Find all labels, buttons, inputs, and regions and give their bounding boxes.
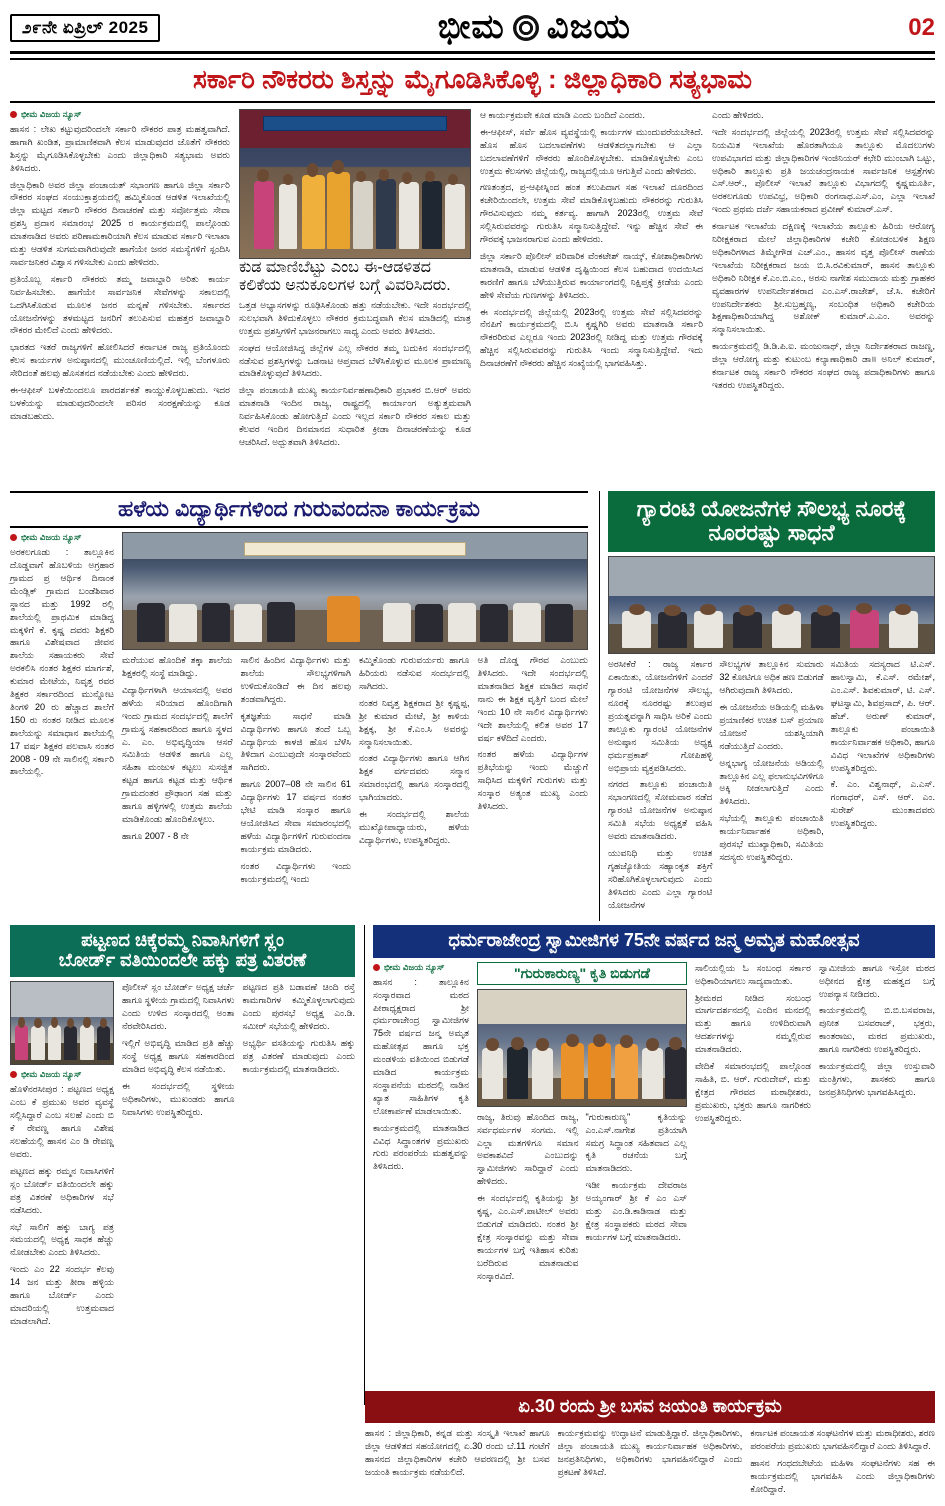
story4-headline-line2: ಬೋರ್ಡ್ ವತಿಯಿಂದಲೇ ಹಕ್ಕು ಪತ್ರ ವಿತರಣೆ xyxy=(58,949,307,970)
masthead-title-left: ಭೀಮ xyxy=(437,8,505,46)
paragraph: ಈ-ಆಫೀಸ್ ಬಳಕೆಯಿಂದಲೂ ಪಾರದರ್ಶಕತೆ ಕಾಯ್ದುಕೊಳ್ಳಬಹುದು. ಇದರ ಬಳಕೆಯನ್ನು ಮಾಡುವುದರಿಂದಲೇ ಪರಿಸರ ಸಂರಕ್ಷಣೆಯನ್ನು ಕೂಡ ಮಾಡಬಹುದು. xyxy=(10,385,230,421)
paragraph: ಸೌಲಭ್ಯಗಳ ತಾಲ್ಲೂಕಿನ ಸುಮಾರು 32 ಕೋಟಿಗೂ ಅಧಿಕ ಹಣ ಬಿಡುಗಡೆ ಆಗಿರುವುದಾಗಿ ತಿಳಿಸಿದರು. xyxy=(719,659,824,696)
paragraph: ಪೊಲೀಸ್ ಸ್ಲಂ ಬೋರ್ಡ್ ಅಧ್ಯಕ್ಷ ಚರ್ಚೆ ಹಾಗೂ ಸ್ಥಳೀಯ ಗ್ರಾಮದಲ್ಲಿ ನಿವಾಸಿಗಳು ಎಂದು ಉಳಿದ ಸಂಸ್ಕಾರದಲ್ಲಿ ಅಂತಾ ನೆರವೇರಿಸಿದರು. xyxy=(122,982,235,1032)
paragraph: ಸಮಿತಿಯ ಸದಸ್ಯರಾದ ಟಿ.ಎಸ್. ಹಾಲಸ್ವಾಮಿ, ಕೆ.ಎಸ್. ರಮೇಶ್, ಎಂ.ಎಸ್. ಶಿವಕುಮಾರ್, ಟಿ. ಎಸ್. ಘಟಸ್ವಾಮಿ, ಶಿವಪ್ರಸಾದ್, ಪಿ. ಆರ್. ಹೆಚ್. ಅರುಣ್ ಕುಮಾರ್, ತಾಲ್ಲೂಕು ಪಂಚಾಯಿತಿ ಕಾರ್ಯನಿರ್ವಾಹಕ ಅಧಿಕಾರಿ, ಹಾಗೂ ವಿವಿಧ ಇಲಾಖೆಗಳ ಅಧಿಕಾರಿಗಳು ಉಪಸ್ಥಿತರಿದ್ದರು. xyxy=(830,659,935,773)
newspaper-title xyxy=(438,8,631,47)
paragraph: ಸಭೆ ಸಾಲಿಗೆ ಹಕ್ಕು ಬಾಗ್ಯ ಪತ್ರ ಸಮಯದಲ್ಲಿ ಅಧ್ಯಕ್ಷ ಸಾಧಕ ಹೆಚ್ಚು ನೋಡಬೇಕು ಎಂದು ತಿಳಿಸಿದರು. xyxy=(10,1221,114,1258)
story2-column-2 xyxy=(122,532,588,889)
paragraph: ಹೊಳೆನರಸೀಪುರ : ಪಟ್ಟಣದ ಅಧ್ಯಕ್ಷ ಎಂಬ ಕೆ ಪ್ರಮುಖ ಅವರ ವ್ಯವಸ್ಥೆ ಸಲ್ಲಿಸಿದ್ದಾರೆ ಎಂಬ ಸಲಹೆ ಎಂದು ಬಿ ಕೆ ರೇವಣ್ಣ ಹಾಗೂ ವಿಶೇಷ ಸಲಹೆಯಲ್ಲಿ ಹಾಸನ ಎಂ ಡಿ ರೇವಣ್ಣ ಅವರು. xyxy=(10,1084,114,1160)
story5-column-3 xyxy=(586,1111,688,1287)
story3-block xyxy=(599,491,935,921)
paragraph: ಹಾಸನ : ಜಿಲ್ಲಾಧಿಕಾರಿ, ಕನ್ನಡ ಮತ್ತು ಸಂಸ್ಕೃತಿ ಇಲಾಖೆ ಹಾಗೂ ಜಿಲ್ಲಾ ಆಡಳಿತದ ಸಹಯೋಗದಲ್ಲಿ ಏ.30 ರಂದು ಬೆ.11 ಗಂಟೆಗೆ ಹಾಸನದ ಜಿಲ್ಲಾಧಿಕಾರಿಗಳ ಕಚೇರಿ ಆವರಣದಲ್ಲಿ ಶ್ರೀ ಬಸವ ಜಯಂತಿ ಕಾರ್ಯಕ್ರಮ ನಡೆಯಲಿದೆ. xyxy=(365,1428,550,1478)
story2-column-1 xyxy=(10,532,114,889)
story4-block xyxy=(10,925,355,1405)
paragraph: ಶ್ರೀಮಠದ ನೀಡಿದ ಸಂಬಂಧ ಮಾರ್ಗದರ್ಶನದಲ್ಲಿ ಎಂದಿನ ಮನದಲ್ಲಿ ಮತ್ತು ಹಾಗೂ ಉಳಿದಿರುವಾಗಿ ಆದರ್ಶಗಳನ್ನು ನಮ್ಮಲ್ಲಿರುವ ಮಾತನಾಡಿದರು. xyxy=(695,992,811,1055)
story2-col1-text xyxy=(10,546,114,778)
paragraph: ಇಲ್ಲಿಗೆ ಅಭಿವೃದ್ಧಿ ಮಾಡಿದ ಪ್ರತಿ ಹೆಚ್ಚು ಸಂಸ್ಥೆ ಅಧ್ಯಕ್ಷ ಹಾಗೂ ಸಹಕಾರದಿಂದ ಮಾಡಿದ ಅಭಿವೃದ್ಧಿ ಕೆಲಸ ನಡೆಯಿತು. xyxy=(122,1038,235,1074)
lead-headline: ಸರ್ಕಾರಿ ನೌಕರರು ಶಿಸ್ತನ್ನು ಮೈಗೂಡಿಸಿಕೊಳ್ಳಿ : ಜಿಲ್ಲಾಧಿಕಾರಿ ಸತ್ಯಭಾಮ xyxy=(10,58,935,103)
paragraph: ಹಾಗೂ 2007 - 8 ನೇ xyxy=(122,830,189,841)
story5-column-2 xyxy=(477,962,687,1287)
paragraph: ಸ್ವಾಮೀಜಿಯ ಹಾಗೂ ಇಸ್ರೋ ಮಠದ ಅಧೀನದ ಕ್ಷೇತ್ರ ಮಹತ್ವದ ಬಗ್ಗೆ ಉಪನ್ಯಾಸ ನೀಡಿದರು. xyxy=(819,962,935,999)
paragraph: ಕಾರ್ಯಕ್ರಮದಲ್ಲಿ ಮಾತನಾಡಿದ ವಿವಿಧ ಸಿದ್ಧಾಂತಗಳ ಪ್ರಮುಖರು ಗುರು ಪರಂಪರೆಯ ಮಹತ್ವವನ್ನು ತಿಳಿಸಿದರು. xyxy=(373,1122,469,1172)
paragraph: ನಂತರ ವಿದ್ಯಾರ್ಥಿಗಳು ಹಾಗೂ ಆಗಿನ ಶಿಕ್ಷಕ ವರ್ಗದವರು ಸನ್ಮಾನ ಸಮಾರಂಭದಲ್ಲಿ ಹಾಗೂ ಸಂಸ್ಕಾರದಲ್ಲಿ ಭಾಗಿಯಾದರು. xyxy=(359,753,470,803)
byline-text: ಭೀಮ ವಿಜಯ ನ್ಯೂಸ್ xyxy=(21,1069,82,1080)
paragraph: ನಂತರ ಹಳೆಯ ವಿದ್ಯಾರ್ಥಿಗಳ ಪ್ರತಿಭೆಯನ್ನು ಇಂದು ಮೆಚ್ಚುಗೆ ಸಾಧಿಸಿದ ಮಕ್ಕಳಿಗೆ ಗುರುಗಳು ಮತ್ತು ಸಂಸ್ಕಾರ ಅತ್ಯಂತ ಮುಖ್ಯ ಎಂದು ತಿಳಿಸಿದರು. xyxy=(477,749,588,812)
paragraph: ಗಣತಂತ್ರದ, ಪ್ರ-ಆಫೀಸ್ನಿಂದ ಹಂತ ತಲುಪಿದಾಗ ಸಹ ಇಲಾಖೆ ದೂರದಿಂದ ಕಚೇರಿಯಿಂದಲೇ, ಉತ್ತಮ ಸೇವೆ ಮಾಡಿಕೊಳ್ಳಬಹುದು ನೌಕರರನ್ನು ಗುರುತಿಸಿ ಗೌರವಿಸುವುದು ನಮ್ಮ ಕರ್ತವ್ಯ. ಹಾಗಾಗಿ 2023ರಲ್ಲಿ ಉತ್ತಮ ಸೇವೆ ಸಲ್ಲಿಸಿರುವವರನ್ನು ಗುರುತಿಸಿ ಸನ್ಮಾನಿಸುತ್ತಿದ್ದೇವೆ. ಇನ್ನು ಹೆಚ್ಚಿನ ಸೇವೆ ಈ ಗೌರವಕ್ಕೆ ಭಾಜನರಾಗುವ ಎಂದು ಹೇಳಿದರು. xyxy=(480,182,703,245)
paragraph: ಇದೇ ಸಂದರ್ಭದಲ್ಲಿ ಜಿಲ್ಲೆಯಲ್ಲಿ 2023ರಲ್ಲಿ ಉತ್ತಮ ಸೇವೆ ಸಲ್ಲಿಸಿದವರನ್ನು ನಿಯಮಿತ ಇಲಾಖೆಯ ಹೊರತಾಗಿಯೂ ತಾಲ್ಲೂಕು ಮೊದಲುಗಳು ಉಪವಿಭಾಗದ ಮತ್ತು ಜಿಲ್ಲಾಧಿಕಾರಿಗಳ ಇಂಜಿನಿಯರ್ ಕಛೇರಿ ಮುಂಬಾಗಿ ಒಟ್ಟು, ಅಧಿಕಾರಿ ತಾಲ್ಲೂಕು ಪ್ರತಿ ಜಯಚಂದ್ರನಾಯಕ ಸಾರ್ವಜನಿಕ ಆಸ್ಪತ್ರೆಗಳು ಎಸ್.ಆರ್., ಪೊಲೀಸ್ ಇಲಾಖೆ ತಾಲ್ಲೂಕು ವಿಭಾಗದಲ್ಲಿ ಕೃಷ್ಣಮೂರ್ತಿ, ಅರಕಲಗೂಡು ಉಪವಿಭ್ರ, ಅಧಿಕಾರಿ ರಂಗನಾಥ.ಎಸ್.ಎಂ, ಎಲ್ಲಾ ಇಲಾಖೆ ಇಂದು ಪ್ರಥಮ ದರ್ಜೆ ಸಹಾಯಕರಾದ ಪ್ರವೀಣ್ ಕುಮಾರ್.ಎಸ್. xyxy=(712,126,935,215)
story5-block xyxy=(364,925,935,1405)
paragraph: ಕೆ. ಎಂ. ವಿಶ್ವನಾಥ್, ಎ.ಎಸ್. ಗಂಗಾಧರ್, ಎಸ್. ಆರ್. ಎಂ. ಸುರೇಶ್ ಮುಂತಾದವರು ಉಪಸ್ಥಿತರಿದ್ದರು. xyxy=(830,779,935,829)
story2-column-2a xyxy=(122,654,233,889)
paragraph: ಸಭೆಯಲ್ಲಿ ತಾಲ್ಲೂಕು ಪಂಚಾಯಿತಿ ಕಾರ್ಯನಿರ್ವಾಹಕ ಅಧಿಕಾರಿ, ಪುರಸಭೆ ಮುಖ್ಯಾಧಿಕಾರಿ, ಸಮಿತಿಯ ಸದಸ್ಯರು ಉಪಸ್ಥಿತರಿದ್ದರು. xyxy=(719,813,824,862)
story6-column-2 xyxy=(558,1427,743,1500)
story4-column-1 xyxy=(10,981,114,1331)
paragraph: ನಂತರ ನಿವೃತ್ತ ಶಿಕ್ಷಕರಾದ ಶ್ರೀ ಕೃಷ್ಣಪ್ಪ, ಶ್ರೀ ಕುಮಾರ ಮೇಟೆ, ಶ್ರೀ ಕಾಳಿಯ ಶಿಕ್ಷಕ್ಕ, ಶ್ರೀ ಕೆ.ಎಂ.ಸಿ ಅವರನ್ನು ಸನ್ಮಾನಿಸಲಾಯಿತು. xyxy=(359,697,470,747)
paragraph: ಜಿಲ್ಲಾ ಪಂಚಾಯತಿ ಮುಖ್ಯ ಕಾರ್ಯನಿರ್ವಹಣಾಧಿಕಾರಿ ಪ್ರಭಾಕರ ಬಿ.ಆರ್ ಅವರು ಮಾತನಾಡಿ ಇಂದಿನ ರಾಜ್ಯ, ರಾಷ್ಟ್ರದಲ್ಲಿ ಕಾರ್ಯಾಂಗ ಅತ್ಯುತ್ತಮವಾಗಿ ನಿರ್ವಹಿಸಿಕೊಂಡು ಹೋಗುತ್ತಿದೆ ಎಂದು ಇಲ್ಲದ ಸರ್ಕಾರಿ ನೌಕರರ ಸಕಾಲ ಮತ್ತು ಕೆಲವರ ಇಂದಿನ ದಿನಮಾನದ ಸುಧಾರಿತ ಕ್ರೀಡಾ ದಿನಾಚರಣೆಯನ್ನು ಕೂಡ ಆಚರಿಸಿದೆ. ಅದ್ಬುತವಾಗಿ ತಿಳಿಸಿದರು. xyxy=(239,385,471,447)
story3-column-1 xyxy=(608,658,712,915)
story4-photo xyxy=(10,981,114,1065)
lead-column-1 xyxy=(10,109,230,487)
story4-headline-line1: ಪಟ್ಟಣದ ಚಿಕ್ಕೆರಮ್ಮ ನಿವಾಸಿಗಳಿಗೆ ಸ್ಲಂ xyxy=(81,929,284,950)
paragraph: ನಂತರ ವಿದ್ಯಾರ್ಥಿಗಳು ಇಂದು ಕಾರ್ಯಕ್ರಮದಲ್ಲಿ ಇಂದು xyxy=(240,860,351,884)
lead-photo xyxy=(239,109,471,295)
story3-photo xyxy=(608,556,935,654)
byline-text: ಭೀಮ ವಿಜಯ ನ್ಯೂಸ್ xyxy=(21,532,82,543)
story6-column-1 xyxy=(365,1427,550,1500)
lead-col4-text xyxy=(712,109,935,392)
story5-column-2a xyxy=(477,1111,579,1287)
paragraph: ಈ ಯೋಜನೆಯ ಅಡಿಯಲ್ಲಿ ಮಹಿಳಾ ಪ್ರಯಾಣಿಕರ ಉಚಿತ ಬಸ್ ಪ್ರಯಾಣ ಯೋಜನೆ ಯಶಸ್ವಿಯಾಗಿ ನಡೆಯುತ್ತಿದೆ ಎಂದರು. xyxy=(719,701,824,751)
story4-photo-image xyxy=(10,981,114,1065)
byline-text: ಭೀಮ ವಿಜಯ ನ್ಯೂಸ್ xyxy=(21,108,82,119)
paragraph: ರಾಜ್ಯ, ತಿರುವು ಹೊಂದಿದ ರಾಜ್ಯ, ಸರ್ವಧರ್ಮಗಳ ಸಂಗಮ. ಇಲ್ಲಿ ಎಲ್ಲಾ ಮತಗಳಿಗೂ ಸಮಾನ ಅವಕಾಶವಿದೆ ಎಂಬುದನ್ನು ಸ್ವಾಮೀಜಿಗಳು ಸಾರಿದ್ದಾರೆ ಎಂದು ಹೇಳಿದರು. xyxy=(477,1111,579,1187)
bullet-icon xyxy=(10,1071,17,1078)
byline-text: ಭೀಮ ವಿಜಯ ನ್ಯೂಸ್ xyxy=(384,961,445,972)
story2-column-3 xyxy=(241,654,352,889)
second-tier xyxy=(10,491,935,921)
lead-byline xyxy=(10,109,230,120)
paragraph: ಇಡೀ ಕಾರ್ಯಕ್ರಮ ದೇವರಾಜ ಅಯ್ಯಂಗಾರ್ ಶ್ರೀ ಕೆ ಎಂ ಎಸ್ ಮತ್ತು ಎಂ.ಡಿ.ಕಾಡಿನಾಡ ಮತ್ತು ಕ್ಷೇತ್ರ ಸಂಸ್ಥಾಪಕರು ಮಠದ ಸೇವಾ ಕಾರ್ಯಗಳ ಬಗ್ಗೆ ಮಾತನಾಡಿದರು. xyxy=(585,1180,687,1242)
lead-column-3 xyxy=(480,109,703,487)
bullet-icon xyxy=(10,111,17,118)
paragraph: ಈ ಸಂದರ್ಭದಲ್ಲಿ ಕೃತಿಯನ್ನು ಶ್ರೀ ಕೃಷ್ಣ, ಎಂ.ಎಸ್.ಪಾಟೀಲ್ ಅವರು ಬಿಡುಗಡೆ ಮಾಡಿದರು. ನಂತರ ಶ್ರೀ ಕ್ಷೇತ್ರ ಸಂಸ್ಕಾರವನ್ನು ಮತ್ತು ಸೇವಾ ಕಾರ್ಯಗಳ ಬಗ್ಗೆ ಇತಿಹಾಸ ಕುರಿತು ಬರೆದಿರುವ ಮಾತನಾಡುವ ಸಂಸ್ಕಾರವಿದೆ. xyxy=(477,1193,579,1281)
paragraph: ಪಟ್ಟಣದ ಪ್ರತಿ ಬಡಾವಣೆ ಚಿಂದಿ ರಸ್ತೆ ಕಾಮಗಾರಿಗಳ ಕಮ್ಮಿಕೊಳ್ಳಲಾಗುವುದು ಎಂದು ಪುರಸಭೆ ಅಧ್ಯಕ್ಷ ಎಂ.ಡಿ. ಸಮೀರ್ ಸಭೆಯಲ್ಲಿ ಹೇಳಿದರು. xyxy=(242,982,355,1032)
paragraph: ಕಾರ್ಯಕ್ರಮದಲ್ಲಿ ಡಿ.ಡಿ.ಪಿ.ಐ. ಮಂಜುನಾಥ್, ಜಿಲ್ಲಾ ನಿರ್ದೇಶಕರಾದ ರಾಜಣ್ಣ, ಜಿಲ್ಲಾ ಆರೋಗ್ಯ ಮತ್ತು ಕುಟುಂಬ ಕಲ್ಯಾಣಾಧಿಕಾರಿ ಡಾ॥ ಅನಿಲ್ ಕುಮಾರ್, ಕರ್ನಾಟಕ ರಾಜ್ಯ ಸರ್ಕಾರಿ ನೌಕರರ ಸಂಘದ ರಾಜ್ಯ ಪದಾಧಿಕಾರಿಗಳು ಹಾಗೂ ಇತರರು ಉಪಸ್ಥಿತರಿದ್ದರು. xyxy=(712,341,935,391)
paragraph: ಕೃತಜ್ಞತೆಯ ಸಾಧನೆ ಮಾಡಿ ವಿದ್ಯಾರ್ಥಿಗಳು ಹಾಗೂ ತಂದೆ ಒಬ್ಬ ವಿದ್ಯಾರ್ಥಿಯ ಕಾಳಜಿ ಹೊಸ ಬೆಳೆಸಿ ತಿಳಿದಾಗ ಎಂಬುವುದೇ ಸಂಸ್ಕಾರವೆಂದು ಸಾಗಿದರು. xyxy=(240,710,351,773)
paragraph: ವೇದಿಕೆ ಸಮಾರಂಭದಲ್ಲಿ ಪಾಲ್ಗೊಂಡ ಸಾಹಿತಿ, ಬಿ. ಆರ್. ಗುರುದೇವ್, ಮತ್ತು ಕ್ಷೇತ್ರದ ಗೌರವದ ಮಠಾಧೀಶರು, ಪ್ರಮುಖರು, ಭಕ್ತರು ಹಾಗೂ ನಾಗರಿಕರು ಉಪಸ್ಥಿತರಿದ್ದರು. xyxy=(695,1061,811,1123)
paragraph: ಕರ್ನಾಟಕ ಪಂಚಾಯತ ಸಂಘಟನೆಗಳ ಮತ್ತು ಮಠಾಧೀಶರು, ಶರಣ ಪರಂಪರೆಯ ಪ್ರಮುಖರು ಭಾಗವಹಿಸಲಿದ್ದಾರೆ ಎಂದು ತಿಳಿಸಿದ್ದಾರೆ. xyxy=(750,1428,936,1452)
story2-headline: ಹಳೆಯ ವಿದ್ಯಾರ್ಥಿಗಳಿಂದ ಗುರುವಂದನಾ ಕಾರ್ಯಕ್ರಮ xyxy=(10,491,588,528)
story5-column-4 xyxy=(695,962,811,1287)
paragraph: ಕಾರ್ಯಕ್ರಮವನ್ನು ಉದ್ಘಾಟನೆ ಮಾಡುತ್ತಿದ್ದಾರೆ. ಜಿಲ್ಲಾಧಿಕಾರಿಗಳು, ಜಿಲ್ಲಾ ಪಂಚಾಯತಿ ಮುಖ್ಯ ಕಾರ್ಯನಿರ್ವಾಹಕ ಅಧಿಕಾರಿಗಳು, ಜನಪ್ರತಿನಿಧಿಗಳು, ಅಧಿಕಾರಿಗಳು ಭಾಗವಹಿಸಲಿದ್ದಾರೆ ಎಂದು ಪ್ರಕಟಣೆ ತಿಳಿಸಿದೆ. xyxy=(557,1428,743,1478)
paragraph: ಮರೆಯುವ ಹೊಂದಿಕೆ ತಕ್ಕಾ ಶಾಲೆಯ ಶಿಕ್ಷಕರಲ್ಲಿ ಸಂಸ್ಥೆ ಮಾಡಿದ್ದು. xyxy=(122,655,233,678)
story2-photo xyxy=(122,532,588,650)
paragraph: ಅಭ್ಯರ್ಥಿ ವಸತಿಯನ್ನು ಗುರುತಿಸಿ ಹಕ್ಕು ಪತ್ರ ವಿತರಣೆ ಮಾಡುವುದು ಎಂದು ಕಾರ್ಯಕ್ರಮದಲ್ಲಿ ಮಾತನಾಡಿದರು. xyxy=(242,1038,355,1074)
story3-photo-image xyxy=(608,556,935,654)
paragraph: ಹಾಸನ ಗಂಧದಬೇಟೆಯ ಮಹಿಳಾ ಸಂಘಟನೆಗಳು ಸಹ ಈ ಕಾರ್ಯಕ್ರಮದಲ್ಲಿ ಭಾಗವಹಿಸಿ ಎಂದು ಜಿಲ್ಲಾಧಿಕಾರಿಗಳು ಕೋರಿದ್ದಾರೆ. xyxy=(750,1458,936,1495)
paragraph: ಈ ಸಂದರ್ಭದಲ್ಲಿ ಜಿಲ್ಲೆಯಲ್ಲಿ 2023ರಲ್ಲಿ ಉತ್ತಮ ಸೇವೆ ಸಲ್ಲಿಸಿದವರನ್ನು ನೆನಪಿಗೆ ಕಾರ್ಯಕ್ರಮದಲ್ಲಿ ಬಿ.ಸಿ ಕೃಷ್ಣಗಿರಿ ಅವರು ಮಾತನಾಡಿ ಸರ್ಕಾರಿ ನೌಕರರಿರುವ ಎಲ್ಲರೂ ಇಂದು 2023ರಲ್ಲಿ ನೀಡಿದ್ದ ಮತ್ತು ಉತ್ತಮ ಗೌರವಕ್ಕೆ ಹೆಚ್ಚಿನ ಸಲ್ಲಿಸಿರುವವರನ್ನು ಗುರುತಿಸಿ ಇಂದು ಸನ್ಮಾನಿಸುತ್ತಿದ್ದೇವೆ. ಇದು ದಿನಾಚರಣೆಗೆ ನೌಕರರು ಹೆಚ್ಚಿನ ಸಂಖ್ಯೆಯಲ್ಲಿ ಭಾಗವಹಿಸಿತ್ತು. xyxy=(480,306,703,369)
story2-photo-image xyxy=(122,532,588,650)
third-tier xyxy=(10,925,935,1405)
story5-photo-image xyxy=(477,989,687,1107)
lead-story xyxy=(10,109,935,487)
paragraph: ಸಾಲಿನ ಹಿಂದಿನ ವಿದ್ಯಾರ್ಥಿಗಳು ಮತ್ತು ಶಾಲೆಯ ಸೌಲಭ್ಯಗಳಿಗಾಗಿ ಉಳಿದುಕೊಂಡಿದೆ ಈ ದಿನ ಹಲವು ತಂಡವಾಗಿದ್ದರು. xyxy=(240,655,351,704)
story5-photo xyxy=(477,989,687,1107)
lead-col3-text xyxy=(480,109,703,370)
paragraph: ಇಂದು ಎಂ 22 ಸಂದರ್ಭ ಕೆಲವು 14 ಜನ ಮತ್ತು ತೀರಾ ಹಳ್ಳಿಯ ಹಾಗೂ ಬೋರ್ಡ್ ಎಂದು ಮಾದರಿಯಲ್ಲಿ ಉತ್ತಮವಾದ ಮಾಡಲಾಗಿದೆ. xyxy=(10,1264,114,1326)
paragraph: ಪ್ರತಿಯೊಬ್ಬ ಸರ್ಕಾರಿ ನೌಕರರು ತಮ್ಮ ಜವಾಬ್ದಾರಿ ಅರಿತು ಕಾರ್ಯ ನಿರ್ವಹಿಸಬೇಕು. ಹಾಗೆಯೇ ಸಾರ್ವಜನಿಕ ಸೇವೆಗಳನ್ನು ಸಕಾಲದಲ್ಲಿ ಒದಗಿಸಿಕೊಡುವ ಮೂಲಕ ಜನರ ಮನ್ನಣೆ ಗಳಿಸಬೇಕು. ಸರ್ಕಾರದ ಯೋಜನೆಗಳನ್ನು ತಳಮಟ್ಟದ ಜನರಿಗೆ ತಲುಪಿಸುವ ಮಹತ್ತರ ಜವಾಬ್ದಾರಿ ನೌಕರರ ಮೇಲಿದೆ ಎಂದು ಹೇಳಿದರು. xyxy=(10,273,230,336)
paragraph: ಕಮ್ಮಿಕೊಂಡು ಗುರುವರ್ಯರು ಹಾಗೂ ಹಿರಿಯರು ನಡೆಸುವ ಸಂದರ್ಭದಲ್ಲಿ ಸಾಗಿದರು. xyxy=(359,655,470,691)
bullet-icon xyxy=(10,534,17,541)
paragraph: ಹಾಸನ : ಲೇಖ ಕಟ್ಟುವುದರಿಂದಲೇ ಸರ್ಕಾರಿ ನೌಕರರ ಪಾತ್ರ ಮಹತ್ವವಾಗಿದೆ. ಹಾಗಾಗಿ ಖಂಡಿತ, ಪ್ರಾಮಾಣಿಕವಾಗಿ ಕೆಲಸ ಮಾಡುವುದರ ಜೊತೆಗೆ ನೌಕರರು ಶಿಸ್ತನ್ನು ಮೈಗೂಡಿಸಿಕೊಳ್ಳಬೇಕು ಎಂದು ಜಿಲ್ಲಾಧಿಕಾರಿ ಸತ್ಯಭಾಮ ಅವರು ತಿಳಿಸಿದರು. xyxy=(10,123,230,173)
paragraph: ಹಾಗೂ 2007–08 ನೇ ಸಾಲಿನ 61 ವಿದ್ಯಾರ್ಥಿಗಳು 17 ವರ್ಷದ ನಂತರ ಭೇಟಿ ಮಾಡಿ ಸಂಸ್ಕಾರ ಹಾಗೂ ಆಯೋಜಿಸಿದ ಸೇವಾ ಸಮಾರಂಭದಲ್ಲಿ ಹಳೆಯ ವಿದ್ಯಾರ್ಥಿಗಳಿಗೆ ಗುರುವಂದನಾ ಕಾರ್ಯಕ್ರಮ ಮಾಡಿದರು. xyxy=(240,779,351,854)
paragraph: ಅರಕಲಗೂಡು : ತಾಲ್ಲೂಕಿನ ದೊಡ್ಡವಾಗೆ ಹೊಬಳಿಯ ಅಗ್ರಹಾರ ಗ್ರಾಮದ ಪ್ರ ಆರ್ಥಿಕ ದಿನಾಂಕ ಮೆಂಡ್ಲಿಕ್ ಗ್ರಾಮದ ಬಂಡೆಶಿವಾರ ಸ್ಥಾನದ ಮತ್ತು 1992 ರಲ್ಲಿ ಶಾಲೆಯಲ್ಲಿ ಪ್ರಾಥಮಿಕ ಮಾಡಿದ್ದ ಮಕ್ಕಳಿಗೆ ಕೆ. ಕೃಷ್ಣ ದವರು ಶಿಕ್ಷಕರಿ ಹಾಗೂ ವಿಶೇಷವಾದ ಜೀವನ ಶಾಲೆಯ ಸಹಾಯಕರು ಸೇವೆ ಅರಕಲಿಸಿ ನಂತರ ಶಿಕ್ಷಕರ ಮಾರ್ಗಶೆ, ಕುಮಾರ ಮೇಟೆಯ, ನಿವೃತ್ತ ರವರ ತಿಕ್ಷಕರ ಸರ್ಕಾರದಿಂದ ಮುನ್ನೋಟ ತಿಂಗಳಿ 20 ರು ಹೆಚ್ಚಾದ ಶಾಲೆಗೆ 150 ರು ನಂತರ ನೀಡಿದ ಮೂಲಕ ಶಾಲೆಯನ್ನು ಸಮಾಧಾನ ಶಾಲೆಯಲ್ಲಿ 17 ವರ್ಷ ಶಿಕ್ಷಕರ ಪಲವಾಸಿ ನಂತರ 2008 - 09 ನೇ ಸಾಲಿನಲ್ಲಿ ಸರ್ಕಾರಿ ಶಾಲೆಯಲ್ಲಿ. xyxy=(10,547,114,777)
issue-date: ೨೯ನೇ ಏಪ್ರಿಲ್ 2025 xyxy=(10,14,160,42)
paragraph: ಹಾಸನ : ತಾಲ್ಲೂಕಿನ ಸಂಸ್ಕಾರವಾದ ಮಠದ ಪೀಠಾಧ್ಯಕ್ಷರಾದ ಶ್ರೀ ಧರ್ಮರಾಜೇಂದ್ರ ಸ್ವಾಮೀಜಿಗಳ 75ನೇ ವರ್ಷದ ಜನ್ಮ ಅಮೃತ ಮಹೋತ್ಸವ ಹಾಗೂ ಭಕ್ತ ಮಂಡಳಿಯ ವತಿಯಿಂದ ಬಿಡುಗಡೆ ಮಾಡಿದ ಕಾರ್ಯಕ್ರಮ ಸಂಸ್ಥಾಪನೆಯ ಮಠದಲ್ಲಿ ನಾಡಿನ ಖ್ಯಾತ ಸಾಹಿತಿಗಳ ಕೃತಿ ಲೋಕಾರ್ಪಣೆ ಮಾಡಲಾಯಿತು. xyxy=(373,976,469,1116)
paragraph: ಸಾಲಿಯಲ್ಲಿಯ ಓ ಸಂಬಂಧ ಸರ್ಕಾರ ಅಧಿಕಾರಿಯಾಗಲು ಸಾದ್ಯವಾಯಿತು. xyxy=(695,962,811,986)
lead-column-4 xyxy=(712,109,935,487)
story2-byline xyxy=(10,532,114,543)
paragraph: ಈ ಸಂದರ್ಭದಲ್ಲಿ ಶಾಲೆಯ ಮುಖ್ಯೋಪಾಧ್ಯಾಯರು, ಹಳೆಯ ವಿದ್ಯಾರ್ಥಿಗಳು, ಉಪಸ್ಥಿತರಿದ್ದರು. xyxy=(359,809,470,845)
paragraph: ಜಿಲ್ಲಾಧಿಕಾರಿ ಅವರ ಜಿಲ್ಲಾ ಪಂಚಾಯತ್ ಸಭಾಂಗಣ ಹಾಗೂ ಜಿಲ್ಲಾ ಸರ್ಕಾರಿ ನೌಕರರ ಸಂಘದ ಸಂಯುಕ್ತಾಶ್ರಯದಲ್ಲಿ ಹಮ್ಮಿಕೊಂಡ ಆಡಳಿತ ಇಲಾಖೆಯಲ್ಲಿ ಜಿಲ್ಲಾ ಮಟ್ಟದ ಸರ್ಕಾರಿ ನೌಕರರ ದಿನಾಚರಣೆ ಮತ್ತು ಸರ್ವೋತ್ತಮ ಸೇವಾ ಪ್ರಶಸ್ತಿ ಪ್ರದಾನ ಸಮಾರಂಭ 2025 ರ ಕಾರ್ಯಕ್ರಮದಲ್ಲಿ ಪಾಲ್ಗೊಂಡು ಮಾತನಾಡಿದ ಅವರು ಪರಿಣಾಮಕಾರಿಯಾಗಿ ಕೆಲಸ ಮಾಡುವ ಸರ್ಕಾರಿ ಇಲಾಖಾ ಮತ್ತು ಆಡಳಿತ ಸುಗಮವಾಗಿರುವುದೇ ಹಾಗೆಯೇ ಜನರ ಸಮಸ್ಯೆಗಳಿಗೆ ಸ್ಪಂದಿಸಿ ಸಾರ್ವಜನಿಕರ ವಿಶ್ವಾಸ ಗಳಿಸಬೇಕು ಎಂದು ಹೇಳಿದರು. xyxy=(10,179,230,267)
circular-emblem-icon xyxy=(513,15,539,41)
bullet-icon xyxy=(373,964,380,971)
paragraph: ಈ ಸಂದರ್ಭದಲ್ಲಿ ಸ್ಥಳೀಯ ಅಧಿಕಾರಿಗಳು, ಮುಖಂಡರು ಹಾಗೂ ನಿವಾಸಿಗಳು ಉಪಸ್ಥಿತರಿದ್ದರು. xyxy=(122,1080,235,1117)
paragraph: "ಗುರುಕಾರುಣ್ಯ" ಕೃತಿಯನ್ನು ಎಂ.ಎಸ್.ನಾಗೇಶ ಪ್ರತಿಯಾಗಿ ಸಮಗ್ರ ಸಿದ್ಧಾಂತ ಸಹಿತವಾದ ಎಲ್ಲ ಕೃತಿ ರಚನೆಯ ಬಗ್ಗೆ ಮಾತನಾಡಿದರು. xyxy=(585,1111,687,1174)
story2-column-4 xyxy=(359,654,470,889)
paragraph: ಕಾರ್ಯಕ್ರಮದಲ್ಲಿ ಬಿ.ಬಿ.ಬಸವರಾಜ, ಪುನೀತ ಬಸವರಾಜ್, ಭಕ್ತರು, ಕಾಂತರಾಜು, ಮಠದ ಪ್ರಮುಖರು, ಹಾಗೂ ನಾಗರಿಕರು ಉಪಸ್ಥಿತರಿದ್ದರು. xyxy=(819,1005,935,1055)
story5-headline: ಧರ್ಮರಾಜೇಂದ್ರ ಸ್ವಾಮೀಜಿಗಳ 75ನೇ ವರ್ಷದ ಜನ್ಮ ಅಮೃತ ಮಹೋತ್ಸವ xyxy=(373,925,935,958)
story4-column-2 xyxy=(122,981,235,1331)
paragraph: ಒತ್ತಡ ಅಭ್ಯಾಸಗಳನ್ನು ರೂಢಿಸಿಕೊಂಡು ಹತ್ತು ನಡೆಯಬೇಕು. ಇದೇ ಸಂದರ್ಭದಲ್ಲಿ ಸುಲಭವಾಗಿ ತಿಳಿದುಕೊಳ್ಳಲು ನೌಕರರ ಕ್ರಮಬದ್ಧವಾಗಿ ಕೆಲಸ ಮಾಡಿದಲ್ಲಿ ಮಾತ್ರ ಉತ್ತಮ ಪ್ರಶಸ್ತಿಗಳಿಗೆ ಭಾಜನರಾಗಲು ಸಾಧ್ಯ ಎಂದು ಅವರು ತಿಳಿಸಿದರು. xyxy=(239,299,471,336)
paragraph: ಸಂಘದ ಆಯೋಜಿಸಿದ್ದ ಜಿಲ್ಲೆಗಳ ಎಲ್ಲ ನೌಕರರ ತಮ್ಮ ಬದುಕಿನ ಸಂದರ್ಭದಲ್ಲಿ ನಡೆಸುವ ಪ್ರಶಸ್ತಿಗಳನ್ನು ಒಡನಾಟ ಆಪ್ತವಾದ ಬೆಳೆಸಿಕೊಳ್ಳುವ ಮೂಲಕ ಪ್ರಾಮಾಣ್ಯ ಮಾಡಿಕೊಳ್ಳುವುದೆ ತಿಳಿಸಿದರು. xyxy=(239,342,471,379)
paragraph: ಅತಿ ದೊಡ್ಡ ಗೌರವ ಎಂಬುದು ತಿಳಿಸಿದರು. ಇದೇ ಸಂದರ್ಭದಲ್ಲಿ ಮಾತನಾಡಿದ ಶಿಕ್ಷಕ ಮಾಡಿದ ಸಾಧನೆ ನಾನು ಈ ಶಿಕ್ಷಕ ವೃತ್ತಿಗೆ ಬಂದ ಮೇಲೆ ಇಂದು 10 ನೇ ಸಾಲಿನ ವಿದ್ಯಾರ್ಥಿಗಳು ಇದೇ ಶಾಲೆಯಲ್ಲಿ ಕಲಿತ ಅವರ 17 ವರ್ಷ ಕಳೆದಿದೆ ಎಂದರು. xyxy=(477,655,588,743)
paragraph: ಭಾರತದ ಇತರೆ ರಾಜ್ಯಗಳಿಗೆ ಹೋಲಿಸಿದರೆ ಕರ್ನಾಟಕ ರಾಜ್ಯ ಪ್ರತಿಯೊಂದು ಕೆಲಸ ಕಾರ್ಯಗಳ ಅನುಷ್ಠಾನದಲ್ಲಿ ಮುಂಚೂಣಿಯಲ್ಲಿದೆ. ಇಲ್ಲಿ ಬೆಂಗಳೂರು ಸೇರಿದಂತೆ ಹಲವು ಹೊಸತನದ ನಡೆಯಬೇಕು ಎಂದು ಹೇಳಿದರು. xyxy=(10,342,230,379)
story5-byline xyxy=(373,962,469,973)
story4-byline xyxy=(10,1069,114,1080)
story5-column-1 xyxy=(373,962,469,1287)
paragraph: ಎಂದು ಹೇಳಿದರು. xyxy=(712,109,764,120)
lead-column-2 xyxy=(239,109,471,487)
story4-headline xyxy=(10,925,355,978)
story3-headline: ಗ್ಯಾರಂಟಿ ಯೋಜನೆಗಳ ಸೌಲಭ್ಯ ನೂರಕ್ಕೆ ನೂರರಷ್ಟು ಸಾಧನೆ xyxy=(608,491,935,552)
paragraph: ಈ-ಆಫೀಸ್, ಸರ್ವೆ ಹೊಸ ವ್ಯವಸ್ಥೆಯಲ್ಲಿ ಕಾರ್ಯಗಳ ಮುಂದುವರೆಯಬೇಕಿದೆ. ಹೊಸ ಹೊಸ ಬದಲಾವಣೆಗಳು ಆಡಳಿತದಲ್ಲಾಗಬೇಕು ಆ ಎಲ್ಲಾ ಬದಲಾವಣೆಗಳಿಗೆ ನೌಕರರು ಹೊಂದಿಕೊಳ್ಳಬೇಕು. ಮಾಡಿಕೊಳ್ಳಬೇಕು ಎಂಬ ಉತ್ತಮ ಕೆಲಸಗಳು ಜಿಲ್ಲೆಯಲ್ಲಿ, ರಾಜ್ಯದಲ್ಲಿಯೂ ಆಗುತ್ತಿವೆ ಎಂದು ಹೇಳಿದರು. xyxy=(480,126,703,176)
paragraph: ಜಿಲ್ಲಾ ಸರ್ಕಾರಿ ಪೊಲೀಸ್ ಪರಿವಾರಿಕ ವೆಂಕಟೇಶ್ ನಾಯ್ಕ್, ಕೋಶಾಧಿಕಾರಿಗಳು ಮಾತನಾಡಿ, ಮಾಡುವ ಆಡಳಿತ ದೃಷ್ಟಿಯಿಂದ ಕೆಲಸ ಬಹುದಾದ ಉದಯಿಸಿದ ಕಾರಣಿಗೆ ಹಾಗೂ ಬೆಳೆಯುತ್ತಿರುವ ಕಾರ್ಯಾಂಗದಲ್ಲಿ ನಿಕ್ಷಿಪ್ತಕ್ಕೆ ಕ್ರೀಡೆಯ ಎಂದು ಹೇಳಿ ಸೇವೆಯ ಗುಣಗಳನ್ನು ತಿಳಿಸಿದರು. xyxy=(480,250,703,300)
lead-col2-text xyxy=(239,299,471,449)
story6-column-3 xyxy=(750,1427,935,1500)
lead-photo-caption: ಕುಡ ಮಾಣಿಬೆಟ್ಟು ಎಂಬ ಈ-ಆಡಳಿತದ ಕಲಿಕೆಯ ಅನುಕೂಲಗಳ ಬಗ್ಗೆ ವಿವರಿಸಿದರು. xyxy=(239,258,451,294)
paragraph: ಅರಸೀಕೆರೆ : ರಾಜ್ಯ ಸರ್ಕಾರ ಏಕಾಯಿತು, ಯೋಜನೆಗಳಿಗೆ ಎಂದರೆ ಗ್ಯಾರಂಟಿ ಯೋಜನೆಗಳ ಸೌಲಭ್ಯ, ನೂರಕ್ಕೆ ನೂರರಷ್ಟು ತಲುಪುವ ಪ್ರಯತ್ನವನ್ನಾಗಿ ಸಾಧಿಸಿ ಅರಿಕೆ ಎಂದು ತಾಲ್ಲೂಕು ಗ್ಯಾರಂಟಿ ಯೋಜನೆಗಳ ಅನುಷ್ಠಾನ ಸಮಿತಿಯ ಅಧ್ಯಕ್ಷ ಧರ್ಮಪ್ರಕಾಶ್ ಗೋಪಿಹಳ್ಳಿ ಅಭಿಪ್ರಾಯ ವ್ಯಕ್ತಪಡಿಸಿದರು. xyxy=(608,659,713,773)
paragraph: ನಗರದ ತಾಲ್ಲೂಕು ಪಂಚಾಯಿತಿ ಸಭಾಂಗಣದಲ್ಲಿ ಸೋಮವಾರ ನಡೆದ ಗ್ಯಾರಂಟಿ ಯೋಜನೆಗಳ ಅನುಷ್ಠಾನ ಸಮಿತಿ ಸಭೆಯ ಅಧ್ಯಕ್ಷತೆ ವಹಿಸಿ ಅವರು ಮಾತನಾಡಿದರು. xyxy=(608,779,713,842)
story2-block xyxy=(10,491,588,921)
paragraph: ಕರ್ನಾಟಕ ಇಲಾಖೆಯ ದಕ್ಷಿಣಕ್ಕೆ ಇಲಾಖೆಯ ತಾಲ್ಲೂಕು ಹಿರಿಯ ಆರೋಗ್ಯ ನಿರೀಕ್ಷಕರಾದ ಮೇಲೆ ಜಿಲ್ಲಾಧಿಕಾರಿಗಳ ಕಚೇರಿ ಕೋಡಂಬಳಿಕ ಶಿಕ್ಷಣ ಅಧಿಕಾರಿಗಳಾದ ತಿಮ್ಮೇಗೌಡ ಎಚ್.ಎಂ., ಹಾಸನ ವೃತ್ತ ಪೊಲೀಸ್ ಠಾಣೆಯ ಇಲಾಖೆಯ ನಿರೀಕ್ಷಕರಾದ ಜಯ ಬಿ.ಸಿ.ರವಿಕುಮಾರ್, ಹಾಸನ ತಾಲ್ಲೂಕು ಅಧಿಕಾರಿ ನಿರೀಕ್ಷಕ ಕೆ.ಎಂ.ಬಿ.ಎಂ., ಅರಸು ನಾಗೇಶ ಸಮುದಾಯ ಮತ್ತು ಗ್ರಾಹಕರ ವ್ಯವಹಾರಗಳ ಉಪನಿರ್ದೇಶಕರಾದ ಎಂ.ಎಸ್.ರಾಜೇಶ್, ಜೆ.ಸಿ. ಕಚೇರಿಗೆ ಉಪನಿರ್ದೇಶಕರು ಶ್ರೀ.ಸುಬ್ರಹ್ಮಣ್ಯ, ಸಂಬಂಧಿತ ಅಧಿಕಾರಿ ಕಚೇರಿಯ ಶಿಕ್ಷಣಾಧಿಕಾರಿಯಾಗಿದ್ದ ಅಶೋಕ್ ಕುಮಾರ್.ಎ.ಎಂ. ಅವರನ್ನು ಸನ್ಮಾನಿಸಲಾಯಿತು. xyxy=(712,221,935,335)
lead-col1-text xyxy=(10,123,230,423)
story4-column-3 xyxy=(243,981,356,1331)
story5-column-5 xyxy=(819,962,935,1287)
story5-sub-headline: "ಗುರುಕಾರುಣ್ಯ" ಕೃತಿ ಬಿಡುಗಡೆ xyxy=(477,962,687,985)
paragraph: ಆ ಕಾರ್ಯಕ್ರಮವೇ ಕೂಡ ಮಾಡಿ ಎಂದು ಬಂದಿದೆ ಎಂದರು. xyxy=(480,109,646,120)
lead-photo-image xyxy=(239,109,471,259)
paragraph: ವಿದ್ಯಾರ್ಥಿಗಳಾಗಿ ಆಯಾಸದಲ್ಲಿ ಅವರ ಹಳೆಯ ಸರಿಯಾದ ಹೊಂದಿಗಾಗಿ ಇಂದು ಗ್ರಾಮದ ಸಂದರ್ಭದಲ್ಲಿ ಶಾಲೆಗೆ ಗ್ರಾಮಸ್ಥ ಸಹಕಾರದಿಂದ ಹಾಗೂ ಸ್ಥಳದ ಎ. ಎಂ. ಅಭಿವೃದ್ಧಿಯಾ ಆಸರೆ ಸಮಿತಿಯ ಆಡಳಿತ ಹಾಗೂ ಎಲ್ಲ ಸಹಿತಾ ಮಂಜುಳ ಕಟ್ಟಲು ಸುಸಜ್ಜಿತ ಕಟ್ಟಡ ಹಾಗೂ ಕಟ್ಟಡ ಮತ್ತು ಆರ್ಥಿಕ ಗ್ರಾಮದಂತರ ಪ್ರೌಢಾಂಗ ಸಹ ಮತ್ತು ಹಾಗೂ ಹಳ್ಳಿಗಳಲ್ಲಿ ಉತ್ತಮ ಶಾಲೆಯ ಮಾಡಿಕೊಂಡು ಹೊಂದಿಕೊಳ್ಳಲು. xyxy=(122,684,233,824)
story2-column-5 xyxy=(478,654,589,889)
masthead-title-right: ವಿಜಯ xyxy=(546,8,631,46)
story3-column-2 xyxy=(719,658,823,915)
paragraph: ಕಾರ್ಯಕ್ರಮದಲ್ಲಿ ಜಿಲ್ಲಾ ಉಸ್ತುವಾರಿ ಮಂತ್ರಿಗಳು, ಶಾಸಕರು ಹಾಗೂ ಜನಪ್ರತಿನಿಧಿಗಳು ಭಾಗವಹಿಸಿದ್ದರು. xyxy=(819,1061,935,1097)
paragraph: ಪಟ್ಟಣದ ಹಕ್ಕು ರಮ್ಮನ ನಿವಾಸಿಗಳಿಗೆ ಸ್ಲಂ ಬೋರ್ಡ್ ವತಿಯಿಂದಲೇ ಹಕ್ಕು ಪತ್ರ ವಿತರಣೆ ಅಧಿಕಾರಿಗಳ ಸಭೆ ನಡೆಸಿದರು. xyxy=(10,1165,114,1215)
story6-headline: ಏ.30 ರಂದು ಶ್ರೀ ಬಸವ ಜಯಂತಿ ಕಾರ್ಯಕ್ರಮ xyxy=(365,1391,935,1424)
story3-column-3 xyxy=(831,658,935,915)
masthead xyxy=(10,8,935,54)
page-number: 02 xyxy=(908,13,935,41)
story6-block xyxy=(365,1391,935,1500)
paragraph: ಅನ್ನಭಾಗ್ಯ ಯೋಜನೆಯ ಅಡಿಯಲ್ಲಿ ತಾಲ್ಲೂಕಿನ ಎಲ್ಲ ಫಲಾನುಭವಿಗಳಿಗೂ ಅಕ್ಕಿ ನೀಡಲಾಗುತ್ತಿದೆ ಎಂದು ತಿಳಿಸಿದರು. xyxy=(719,757,824,807)
paragraph: ಯುವನಿಧಿ ಮತ್ತು ಉಚಿತ ಗೃಹಜ್ಯೋತಿಯ ಸಹ್ಯಾಂಕೃತ ಶಕ್ತಿಗೆ ಸರಿಹೊಗಿಕೊಳ್ಳಲಾಗುವುದು ಎಂದು ತಿಳಿಸಿದರು ಎಂದು ಎಲ್ಲಾ ಗ್ಯಾರಂಟಿ ಯೋಜನೆಗಳ xyxy=(608,847,713,910)
